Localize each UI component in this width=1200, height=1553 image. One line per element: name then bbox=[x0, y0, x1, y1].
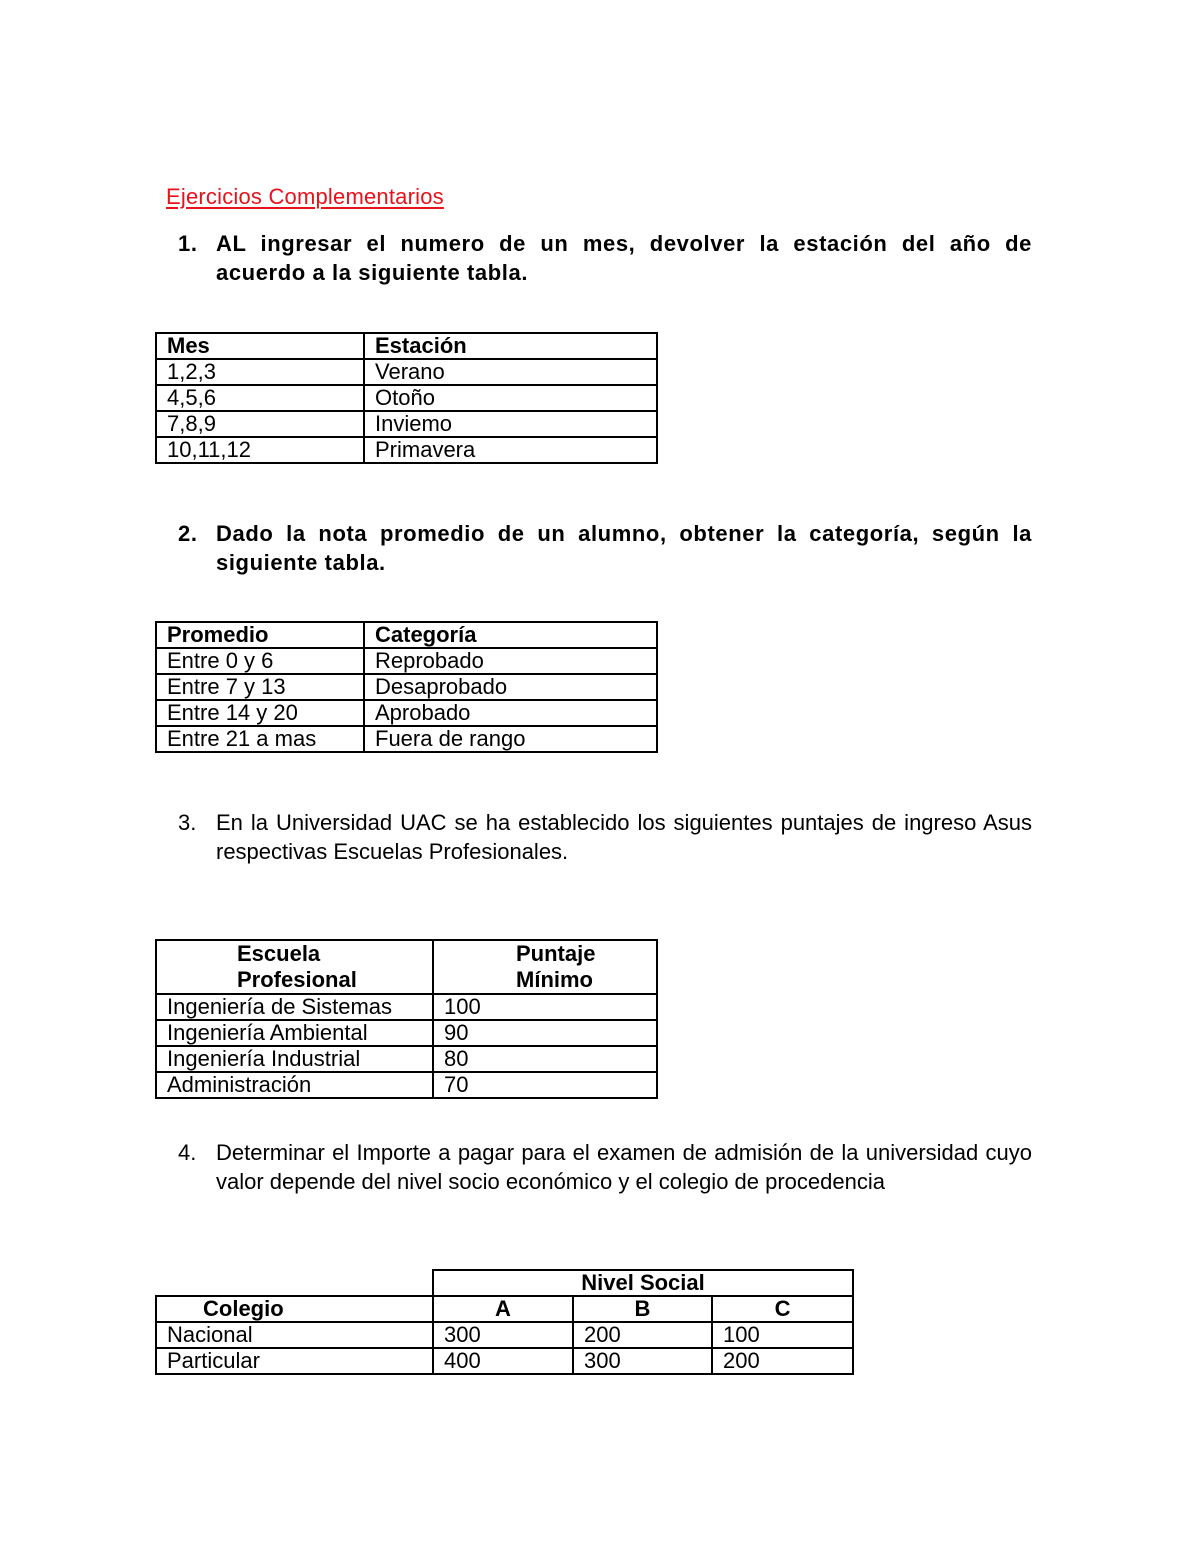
cell-escuela: Ingeniería Industrial bbox=[156, 1046, 433, 1072]
header-categoria: Categoría bbox=[364, 622, 657, 648]
exercise-4 bbox=[178, 1138, 1032, 1196]
header-colegio: Colegio bbox=[156, 1296, 433, 1322]
exercise-text: Dado la nota promedio de un alumno, obtener la categoría, según la siguiente tabla. bbox=[216, 521, 1032, 575]
page-title: Ejercicios Complementarios bbox=[166, 184, 444, 209]
exercise-text: Determinar el Importe a pagar para el examen de admisión de la universidad cuyo valor depende del nivel socio económico y el colegio de procedencia bbox=[216, 1140, 1032, 1194]
table-header-row bbox=[156, 940, 657, 994]
header-estacion: Estación bbox=[364, 333, 657, 359]
table-row bbox=[156, 726, 657, 752]
cell-mes: 10,11,12 bbox=[156, 437, 364, 463]
cell-c: 200 bbox=[712, 1348, 853, 1374]
exercise-2 bbox=[178, 519, 1032, 577]
header-promedio: Promedio bbox=[156, 622, 364, 648]
cell-categoria: Aprobado bbox=[364, 700, 657, 726]
cell-puntaje: 80 bbox=[433, 1046, 657, 1072]
cell-mes: 7,8,9 bbox=[156, 411, 364, 437]
cell-escuela: Ingeniería Ambiental bbox=[156, 1020, 433, 1046]
cell-categoria: Desaprobado bbox=[364, 674, 657, 700]
cell-categoria: Fuera de rango bbox=[364, 726, 657, 752]
cell-puntaje: 100 bbox=[433, 994, 657, 1020]
cell-estacion: Inviemo bbox=[364, 411, 657, 437]
cell-a: 400 bbox=[433, 1348, 573, 1374]
header-a: A bbox=[433, 1296, 573, 1322]
cell-categoria: Reprobado bbox=[364, 648, 657, 674]
table-row bbox=[156, 1322, 853, 1348]
table-row bbox=[156, 648, 657, 674]
cell-mes: 4,5,6 bbox=[156, 385, 364, 411]
exercise-number: 4. bbox=[178, 1140, 197, 1165]
exercise-text: AL ingresar el numero de un mes, devolver la estación del año de acuerdo a la siguiente tabla. bbox=[216, 231, 1032, 285]
cell-estacion: Primavera bbox=[364, 437, 657, 463]
cell-estacion: Verano bbox=[364, 359, 657, 385]
cell-c: 100 bbox=[712, 1322, 853, 1348]
exercise-number: 1. bbox=[178, 231, 198, 256]
exercise-number: 2. bbox=[178, 521, 198, 546]
table-row bbox=[156, 437, 657, 463]
table-row bbox=[156, 1020, 657, 1046]
table-row bbox=[156, 700, 657, 726]
exercise-text: En la Universidad UAC se ha establecido los siguientes puntajes de ingreso Asus respectivas Escuelas Profesionales. bbox=[216, 810, 1032, 864]
cell-b: 300 bbox=[573, 1348, 712, 1374]
table-header-row bbox=[156, 622, 657, 648]
table-row bbox=[156, 359, 657, 385]
seasons-table bbox=[155, 332, 658, 464]
table-row bbox=[156, 994, 657, 1020]
cell-puntaje: 70 bbox=[433, 1072, 657, 1098]
table-row bbox=[156, 1348, 853, 1374]
table-row bbox=[156, 1072, 657, 1098]
header-nivel-social: Nivel Social bbox=[433, 1270, 853, 1296]
cell-escuela: Administración bbox=[156, 1072, 433, 1098]
table-group-header-row bbox=[156, 1270, 853, 1296]
header-escuela: Escuela Profesional bbox=[156, 940, 433, 994]
table-header-row bbox=[156, 333, 657, 359]
table-row bbox=[156, 674, 657, 700]
cell-escuela: Ingeniería de Sistemas bbox=[156, 994, 433, 1020]
cell-b: 200 bbox=[573, 1322, 712, 1348]
cell-promedio: Entre 14 y 20 bbox=[156, 700, 364, 726]
header-c: C bbox=[712, 1296, 853, 1322]
cell-estacion: Otoño bbox=[364, 385, 657, 411]
header-puntaje: Puntaje Mínimo bbox=[433, 940, 657, 994]
cell-promedio: Entre 0 y 6 bbox=[156, 648, 364, 674]
empty-corner-cell bbox=[156, 1270, 433, 1296]
table-header-row bbox=[156, 1296, 853, 1322]
exercise-1 bbox=[178, 229, 1032, 287]
scores-table bbox=[155, 939, 658, 1099]
cell-colegio: Nacional bbox=[156, 1322, 433, 1348]
header-b: B bbox=[573, 1296, 712, 1322]
exercise-number: 3. bbox=[178, 810, 197, 835]
header-mes: Mes bbox=[156, 333, 364, 359]
table-row bbox=[156, 411, 657, 437]
table-row bbox=[156, 1046, 657, 1072]
cell-colegio: Particular bbox=[156, 1348, 433, 1374]
cell-promedio: Entre 7 y 13 bbox=[156, 674, 364, 700]
cell-puntaje: 90 bbox=[433, 1020, 657, 1046]
cell-a: 300 bbox=[433, 1322, 573, 1348]
cell-promedio: Entre 21 a mas bbox=[156, 726, 364, 752]
fees-table bbox=[155, 1269, 854, 1375]
grades-table bbox=[155, 621, 658, 753]
table-row bbox=[156, 385, 657, 411]
cell-mes: 1,2,3 bbox=[156, 359, 364, 385]
exercise-3 bbox=[178, 808, 1032, 866]
